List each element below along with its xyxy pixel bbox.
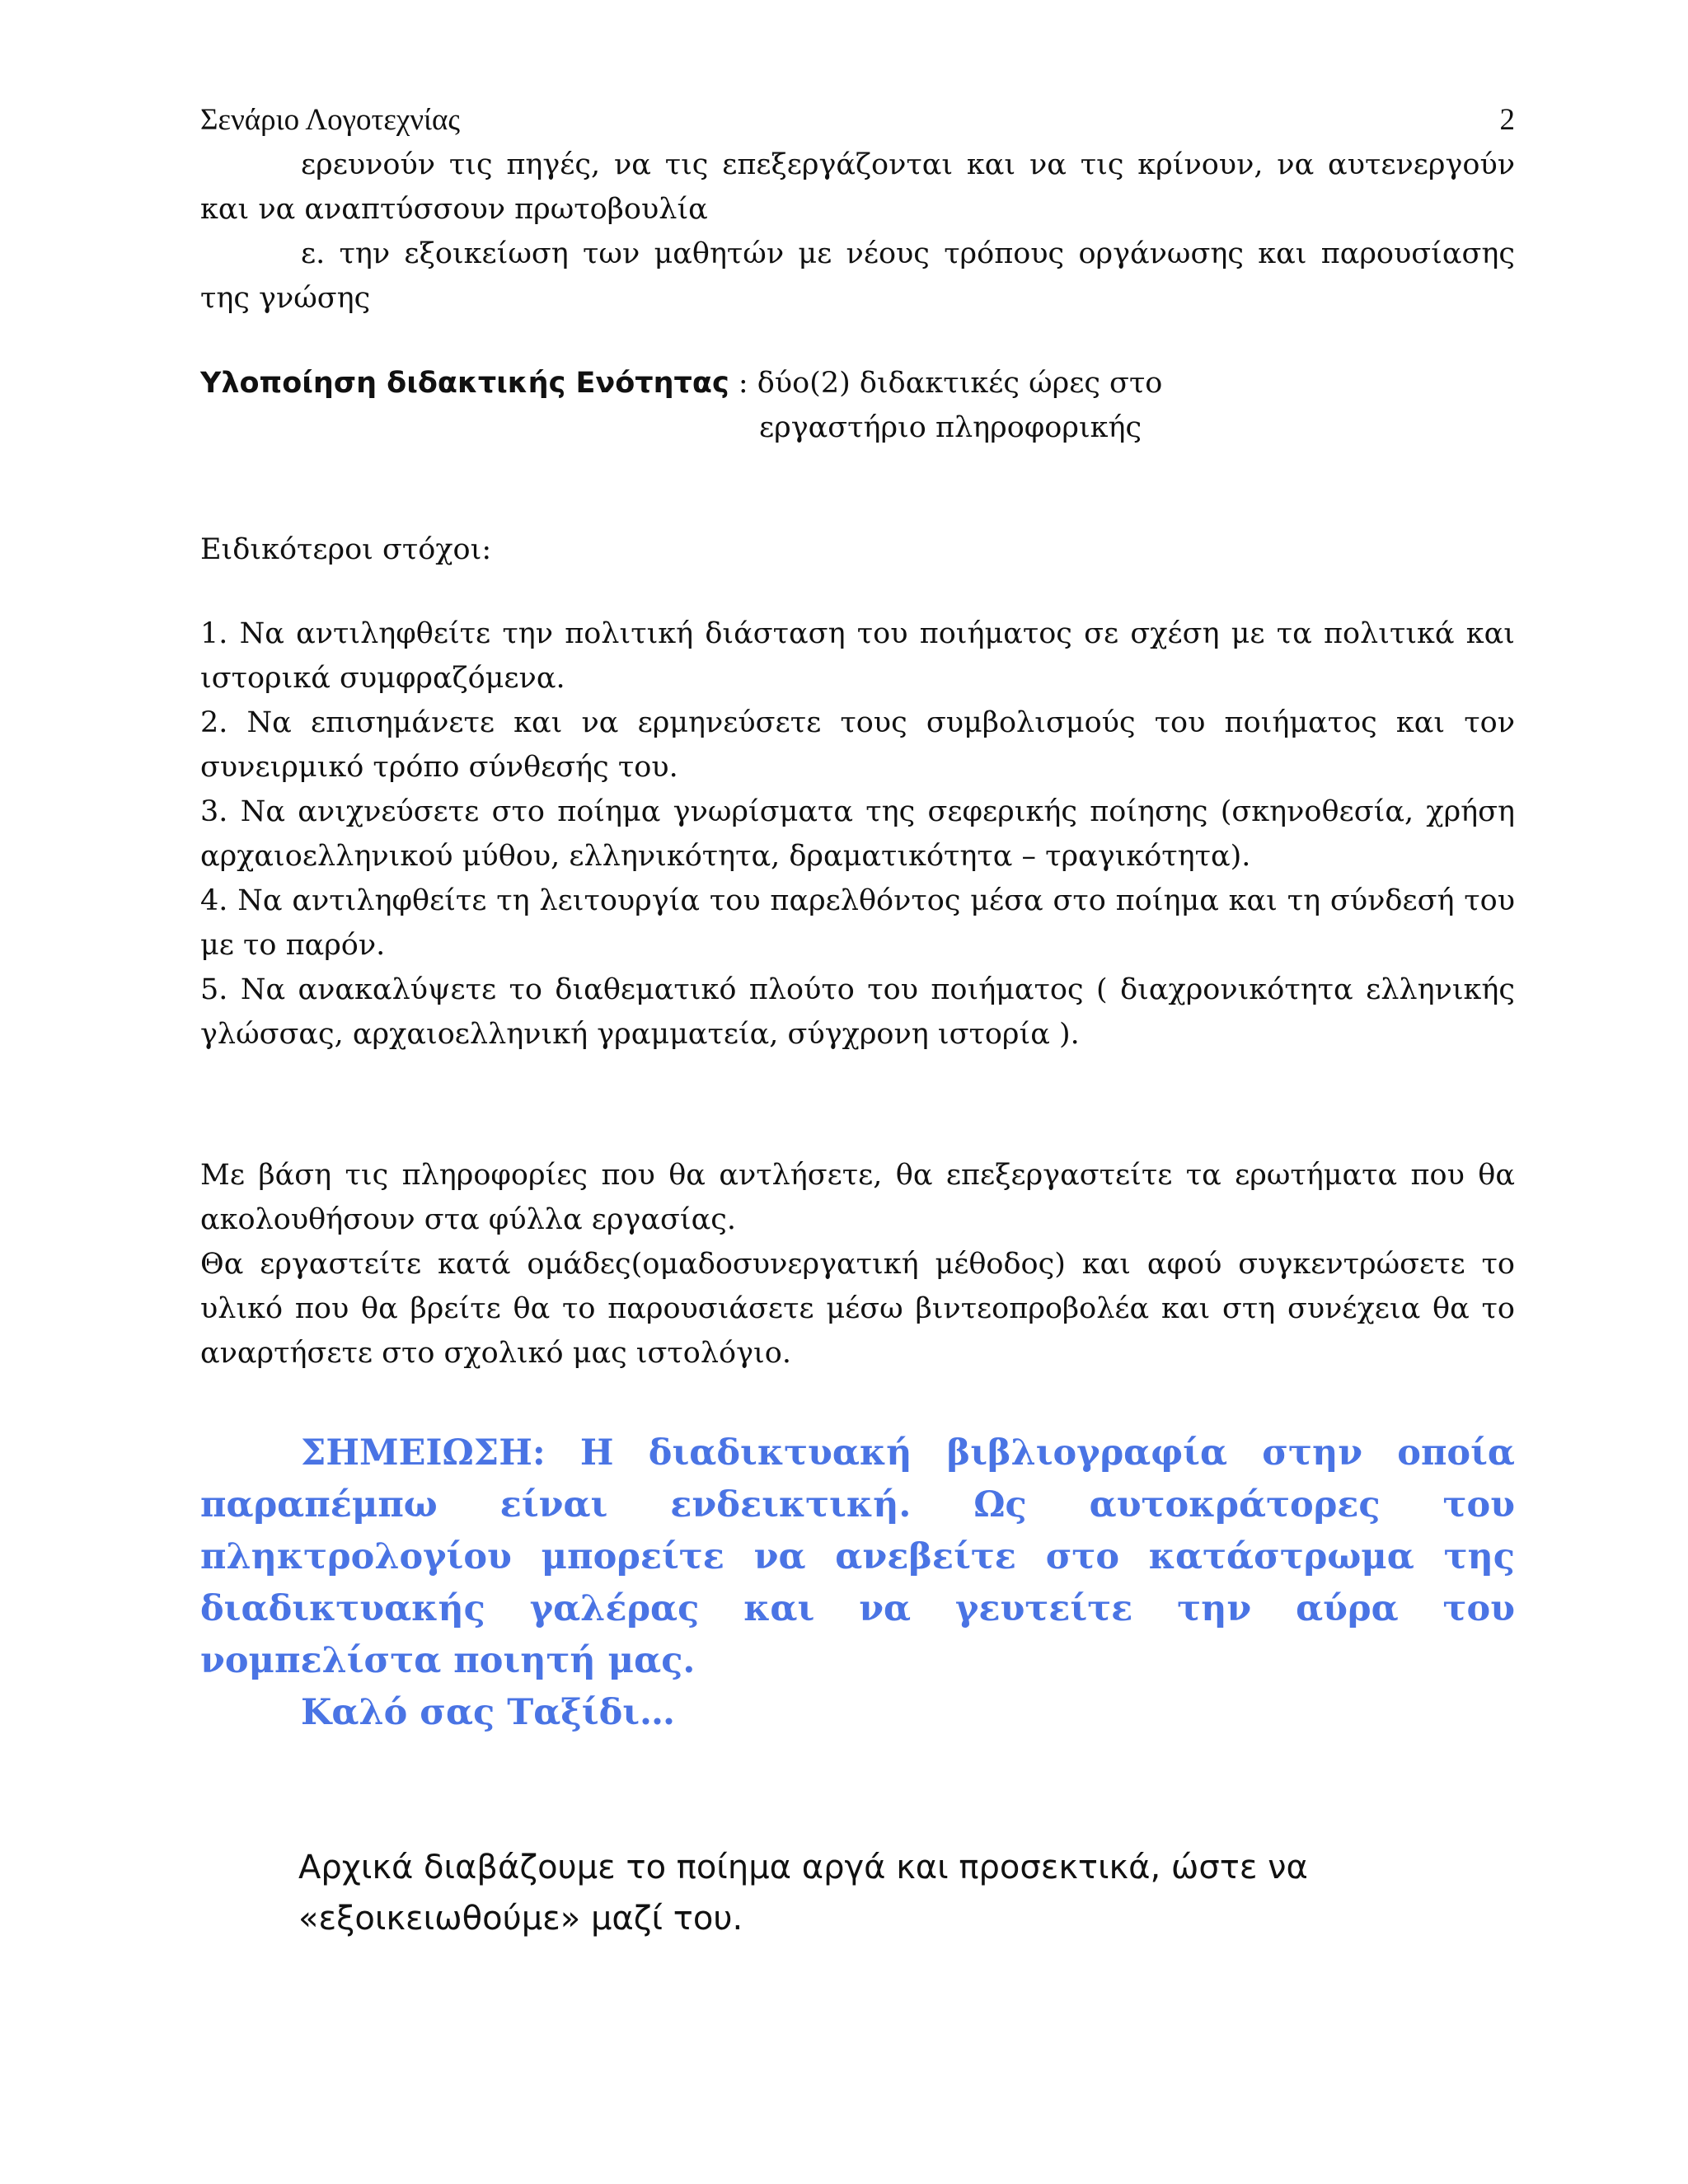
instructions-section <box>200 1153 1515 1376</box>
objectives-heading: Ειδικότεροι στόχοι: <box>200 533 492 566</box>
implementation-line1: δύο(2) διδακτικές ώρες στο <box>757 367 1163 400</box>
objective-item: 4. Να αντιληφθείτε τη λειτουργία του παρελθόντος μέσα στο ποίημα και τη σύνδεσή του με το παρόν. <box>200 884 1515 962</box>
implementation-separator: : <box>729 367 757 400</box>
header-title: Σενάριο Λογοτεχνίας <box>200 103 461 137</box>
note-farewell: Καλό σας Ταξίδι… <box>301 1692 676 1733</box>
objective-item: 2. Να επισημάνετε και να ερμηνεύσετε τους συμβολισμούς του ποιήματος και τον συνειρμικό τρόπο σύνθεσής του. <box>200 706 1515 784</box>
closing-paragraph: Αρχικά διαβάζουμε το ποίημα αργά και προσεκτικά, ώστε να «εξοικειωθούμε» μαζί του. <box>298 1849 1308 1938</box>
objective-item: 5. Να ανακαλύψετε το διαθεματικό πλούτο του ποιήματος ( διαχρονικότητα ελληνικής γλώσσας, αρχαιοελληνική γραμματεία, σύγχρονη ιστορία ). <box>200 973 1515 1051</box>
note-block <box>200 1427 1515 1739</box>
implementation-line2: εργαστήριο πληροφορικής <box>759 411 1142 444</box>
page-number: 2 <box>1499 103 1515 137</box>
intro-section <box>200 143 1515 321</box>
intro-paragraph-d: ερευνούν τις πηγές, να τις επεξεργάζονται και να τις κρίνουν, να αυτενεργούν και να αναπτύσσουν πρωτοβουλία <box>200 148 1515 226</box>
objectives-heading-block <box>200 527 1515 572</box>
objective-item: 3. Να ανιχνεύσετε στο ποίημα γνωρίσματα της σεφερικής ποίησης (σκηνοθεσία, χρήση αρχαιοελληνικού μύθου, ελληνικότητα, δραματικότητα – τραγικότητα). <box>200 795 1515 873</box>
instructions-paragraph-2: Θα εργαστείτε κατά ομάδες(ομαδοσυνεργατική μέθοδος) και αφού συγκεντρώσετε το υλικό που θα βρείτε θα το παρουσιάσετε μέσω βιντεοπροβολέα και στη συνέχεια θα το αναρτήσετε στο σχολικό μας ιστολόγιο. <box>200 1248 1515 1370</box>
intro-paragraph-e: ε. την εξοικείωση των μαθητών με νέους τρόπους οργάνωσης και παρουσίασης της γνώσης <box>200 237 1515 315</box>
instructions-paragraph-1: Με βάση τις πληροφορίες που θα αντλήσετε, θα επεξεργαστείτε τα ερωτήματα που θα ακολουθήσουν στα φύλλα εργασίας. <box>200 1159 1515 1236</box>
objectives-list <box>200 612 1515 1057</box>
implementation-label: Υλοποίηση διδακτικής Ενότητας <box>200 367 729 400</box>
implementation-block <box>200 361 1515 450</box>
objective-item: 1. Να αντιληφθείτε την πολιτική διάσταση του ποιήματος σε σχέση με τα πολιτικά και ιστορικά συμφραζόμενα. <box>200 617 1515 695</box>
note-text: ΣΗΜΕΙΩΣΗ: Η διαδικτυακή βιβλιογραφία στην οποία παραπέμπω είναι ενδεικτική. Ως αυτοκράτορες του πληκτρολογίου μπορείτε να ανεβείτε στο κατάστρωμα της διαδικτυακής γαλέρας και να γευτείτε την αύρα του νομπελίστα ποιητή μας. <box>200 1432 1515 1681</box>
page-header <box>200 97 1515 143</box>
